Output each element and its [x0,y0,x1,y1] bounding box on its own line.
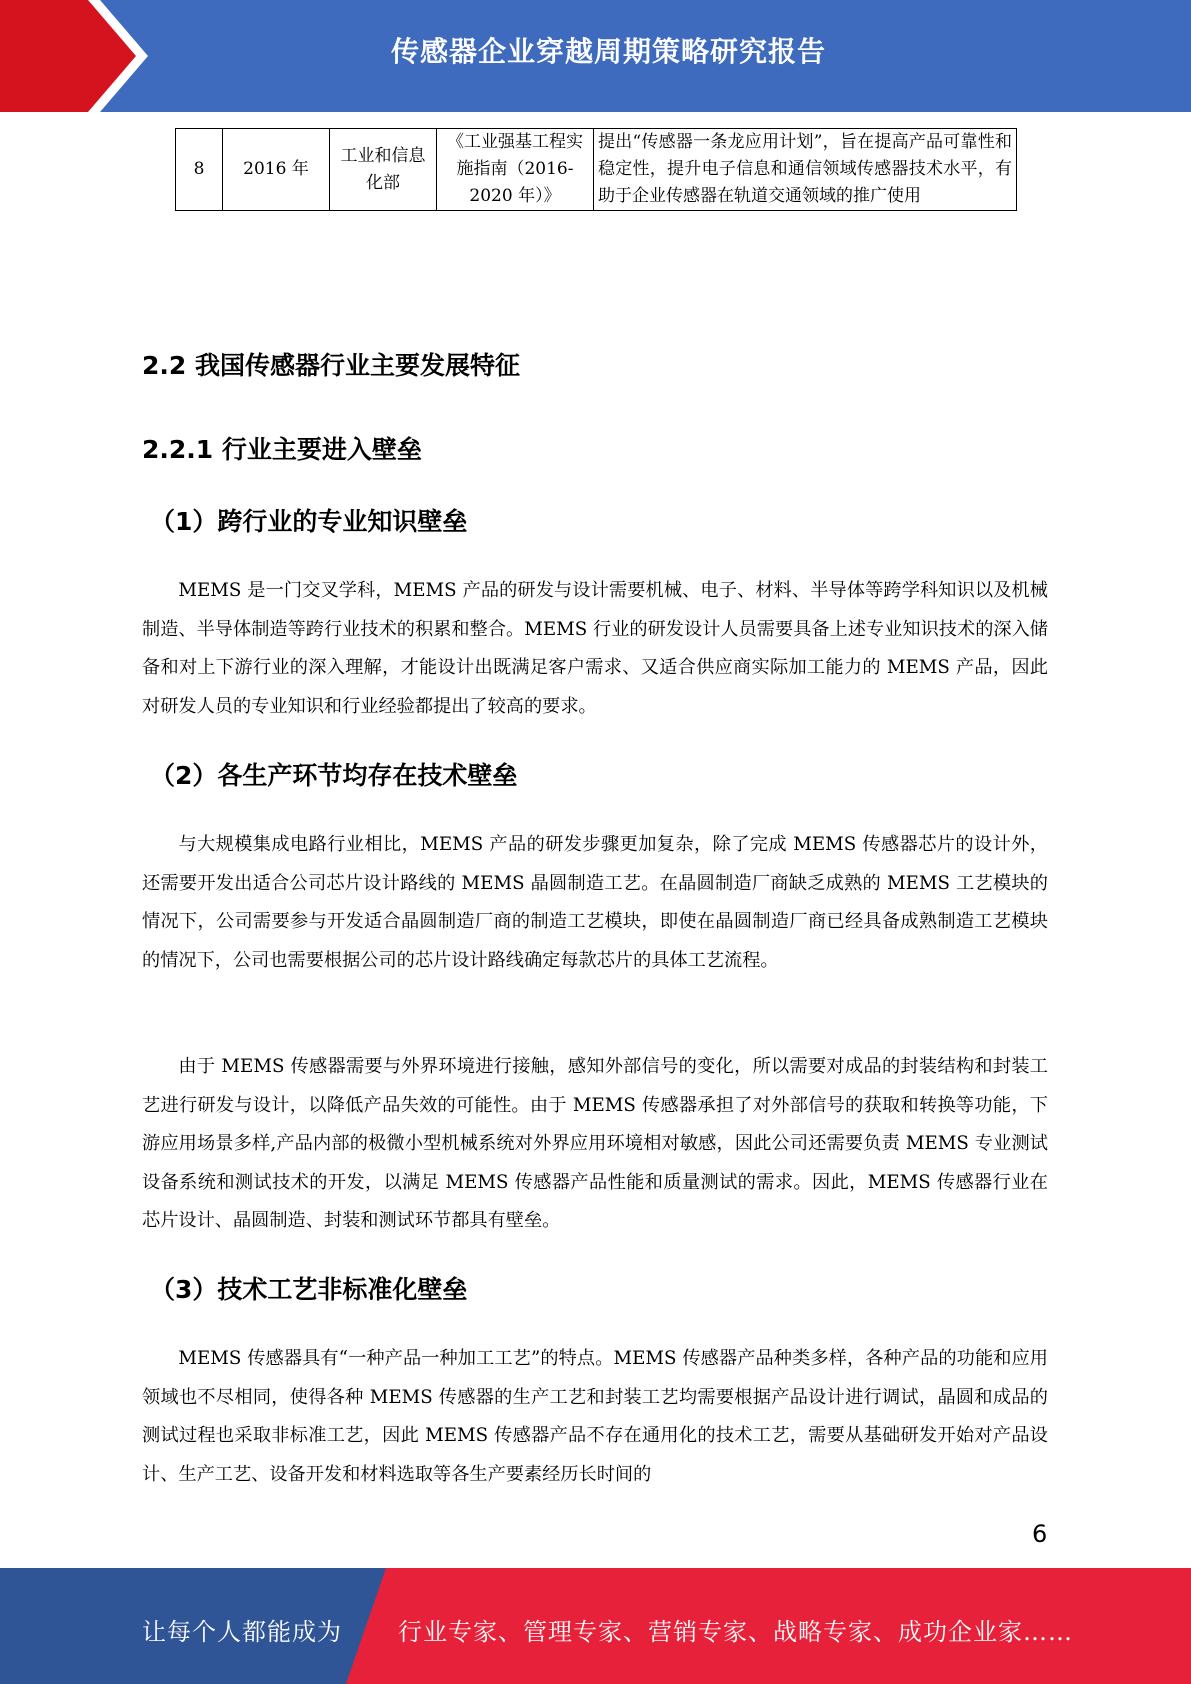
cell-year: 2016 年 [223,129,330,211]
report-title: 传感器企业穿越周期策略研究报告 [390,35,826,68]
cell-number: 8 [176,129,223,211]
footer-slogan-right: 行业专家、管理专家、营销专家、战略专家、成功企业家…… [398,1618,1073,1646]
subsection-heading: 2.2.1 行业主要进入壁垒 [142,435,422,464]
item-heading-1: （1）跨行业的专业知识壁垒 [150,507,468,536]
cell-description: 提出“传感器一条龙应用计划”，旨在提高产品可靠性和稳定性，提升电子信息和通信领域传感器技术水平，有助于企业传感器在轨道交通领域的推广使用 [594,129,1017,211]
page-footer [0,1568,1191,1684]
section-heading: 2.2 我国传感器行业主要发展特征 [142,351,520,380]
paragraph-4: MEMS 传感器具有“一种产品一种加工工艺”的特点。MEMS 传感器产品种类多样，各种产品的功能和应用领域也不尽相同，使得各种 MEMS 传感器的生产工艺和封装工艺均需要根据产品设计进行调试，晶圆和成品的测试过程也采取非标准工艺，因此 MEMS 传感器产品不存在通用化的技术工艺，需要从基础研发开始对产品设计、生产工艺、设备开发和材料选取等各生产要素经历长时间的 [142,1348,1048,1485]
paragraph-2: 与大规模集成电路行业相比，MEMS 产品的研发步骤更加复杂，除了完成 MEMS 传感器芯片的设计外，还需要开发出适合公司芯片设计路线的 MEMS 晶圆制造工艺。在晶圆制造厂商缺乏成熟的 MEMS 工艺模块的情况下，公司需要参与开发适合晶圆制造厂商的制造工艺模块，即使在晶圆制造厂商已经具备成熟制造工艺模块的情况下，公司也需要根据公司的芯片设计路线确定每款芯片的具体工艺流程。 [142,834,1048,971]
item-heading-2: （2）各生产环节均存在技术壁垒 [150,761,518,790]
policy-table [175,128,1017,211]
item-heading-3: （3）技术工艺非标准化壁垒 [150,1275,468,1304]
page-number: 6 [1032,1520,1048,1548]
footer-slogan-left: 让每个人都能成为 [142,1618,342,1646]
cell-department: 工业和信息化部 [330,129,437,211]
page-header [0,0,1191,112]
table-row [176,129,1017,211]
paragraph-1: MEMS 是一门交叉学科，MEMS 产品的研发与设计需要机械、电子、材料、半导体等跨学科知识以及机械制造、半导体制造等跨行业技术的积累和整合。MEMS 行业的研发设计人员需要具备上述专业知识技术的深入储备和对上下游行业的深入理解，才能设计出既满足客户需求、又适合供应商实际加工能力的 MEMS 产品，因此对研发人员的专业知识和行业经验都提出了较高的要求。 [142,580,1048,717]
cell-document: 《工业强基工程实施指南（2016-2020 年）》 [437,129,594,211]
paragraph-3: 由于 MEMS 传感器需要与外界环境进行接触，感知外部信号的变化，所以需要对成品的封装结构和封装工艺进行研发与设计，以降低产品失效的可能性。由于 MEMS 传感器承担了对外部信号的获取和转换等功能，下游应用场景多样,产品内部的极微小型机械系统对外界应用环境相对敏感，因此公司还需要负责 MEMS 专业测试设备系统和测试技术的开发，以满足 MEMS 传感器产品性能和质量测试的需求。因此，MEMS 传感器行业在芯片设计、晶圆制造、封装和测试环节都具有壁垒。 [142,1056,1048,1231]
